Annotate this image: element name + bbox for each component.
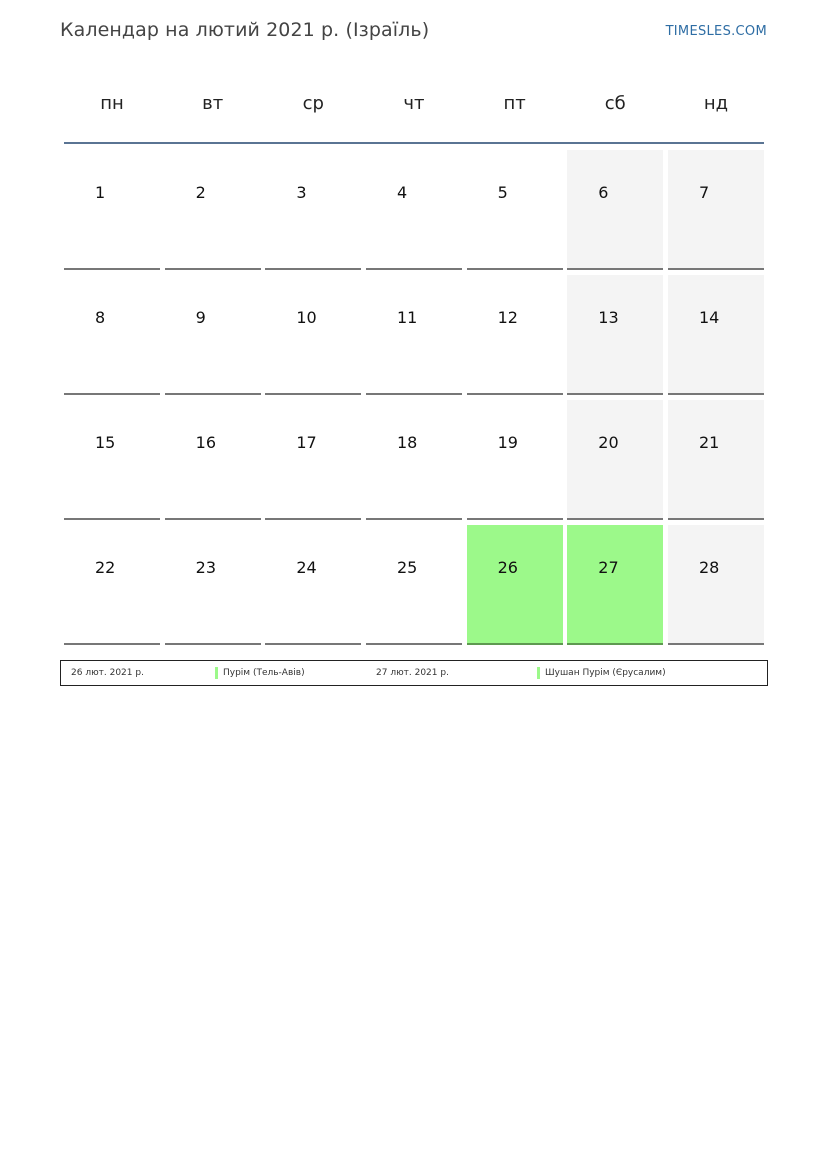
- day-cell: [265, 525, 361, 645]
- day-number: 1: [95, 183, 106, 202]
- week-row: [64, 275, 764, 395]
- day-cell: [668, 150, 764, 270]
- day-number: 12: [497, 308, 518, 327]
- day-number: 14: [698, 308, 720, 327]
- day-cell: [567, 150, 663, 270]
- weekday-label: вт: [202, 93, 224, 114]
- day-number: 11: [396, 308, 418, 327]
- day-number: 3: [296, 183, 307, 202]
- day-number: 15: [95, 433, 116, 452]
- brand-link[interactable]: TIMESLES.COM: [665, 24, 767, 39]
- day-cell: [366, 275, 462, 395]
- holiday-color-marker: [215, 667, 218, 679]
- day-cell: [668, 400, 764, 520]
- day-number: 18: [396, 433, 418, 452]
- day-number: 13: [598, 308, 619, 327]
- day-cell: [64, 400, 160, 520]
- day-cell: [265, 400, 361, 520]
- day-number: 27: [598, 558, 619, 577]
- weekday-label: пт: [503, 93, 526, 114]
- day-number: 20: [598, 433, 619, 452]
- day-number: 7: [698, 183, 710, 202]
- day-cell: [165, 400, 261, 520]
- day-cell: [467, 525, 563, 645]
- weekday-label: ср: [302, 93, 324, 114]
- holiday-legend: [60, 660, 768, 686]
- day-cell: [165, 150, 261, 270]
- day-cell: [668, 275, 764, 395]
- week-row: [64, 400, 764, 520]
- weekday-label: сб: [604, 93, 626, 114]
- weekday-label: нд: [703, 93, 729, 114]
- page-title: Календар на лютий 2021 р. (Ізраїль): [60, 19, 430, 41]
- day-cell: [467, 150, 563, 270]
- day-cell: [64, 275, 160, 395]
- week-row: [64, 150, 764, 270]
- day-number: 9: [195, 308, 206, 327]
- legend-date: 27 лют. 2021 р.: [376, 668, 449, 678]
- legend-date: 26 лют. 2021 р.: [71, 668, 144, 678]
- day-cell: [64, 150, 160, 270]
- day-number: 8: [95, 308, 106, 327]
- day-number: 22: [95, 558, 116, 577]
- day-cell: [467, 275, 563, 395]
- day-cell: [265, 275, 361, 395]
- day-cell: [668, 525, 764, 645]
- day-cell: [165, 525, 261, 645]
- calendar-weeks: [64, 150, 764, 645]
- day-number: 25: [396, 558, 418, 577]
- weekday-header-row: [64, 80, 764, 144]
- day-cell: [366, 525, 462, 645]
- day-cell: [567, 275, 663, 395]
- day-number: 5: [497, 183, 508, 202]
- day-cell: [165, 275, 261, 395]
- day-cell: [64, 525, 160, 645]
- day-number: 4: [396, 183, 408, 202]
- holiday-color-marker: [537, 667, 540, 679]
- day-number: 17: [296, 433, 317, 452]
- day-number: 6: [598, 183, 609, 202]
- legend-holiday-name: Пурім (Тель-Авів): [223, 668, 305, 678]
- day-number: 21: [698, 433, 720, 452]
- day-cell: [567, 400, 663, 520]
- day-number: 16: [195, 433, 217, 452]
- day-number: 2: [195, 183, 206, 202]
- day-number: 26: [497, 558, 518, 577]
- weekday-label: пн: [100, 93, 124, 114]
- day-number: 10: [296, 308, 317, 327]
- day-cell: [366, 150, 462, 270]
- day-cell: [366, 400, 462, 520]
- day-cell: [567, 525, 663, 645]
- day-number: 23: [195, 558, 217, 577]
- day-cell: [467, 400, 563, 520]
- legend-holiday-name: Шушан Пурім (Єрусалим): [545, 668, 666, 678]
- day-number: 19: [497, 433, 518, 452]
- day-cell: [265, 150, 361, 270]
- week-row: [64, 525, 764, 645]
- weekday-label: чт: [403, 93, 425, 114]
- day-number: 28: [698, 558, 720, 577]
- calendar-grid: [64, 80, 764, 650]
- day-number: 24: [296, 558, 317, 577]
